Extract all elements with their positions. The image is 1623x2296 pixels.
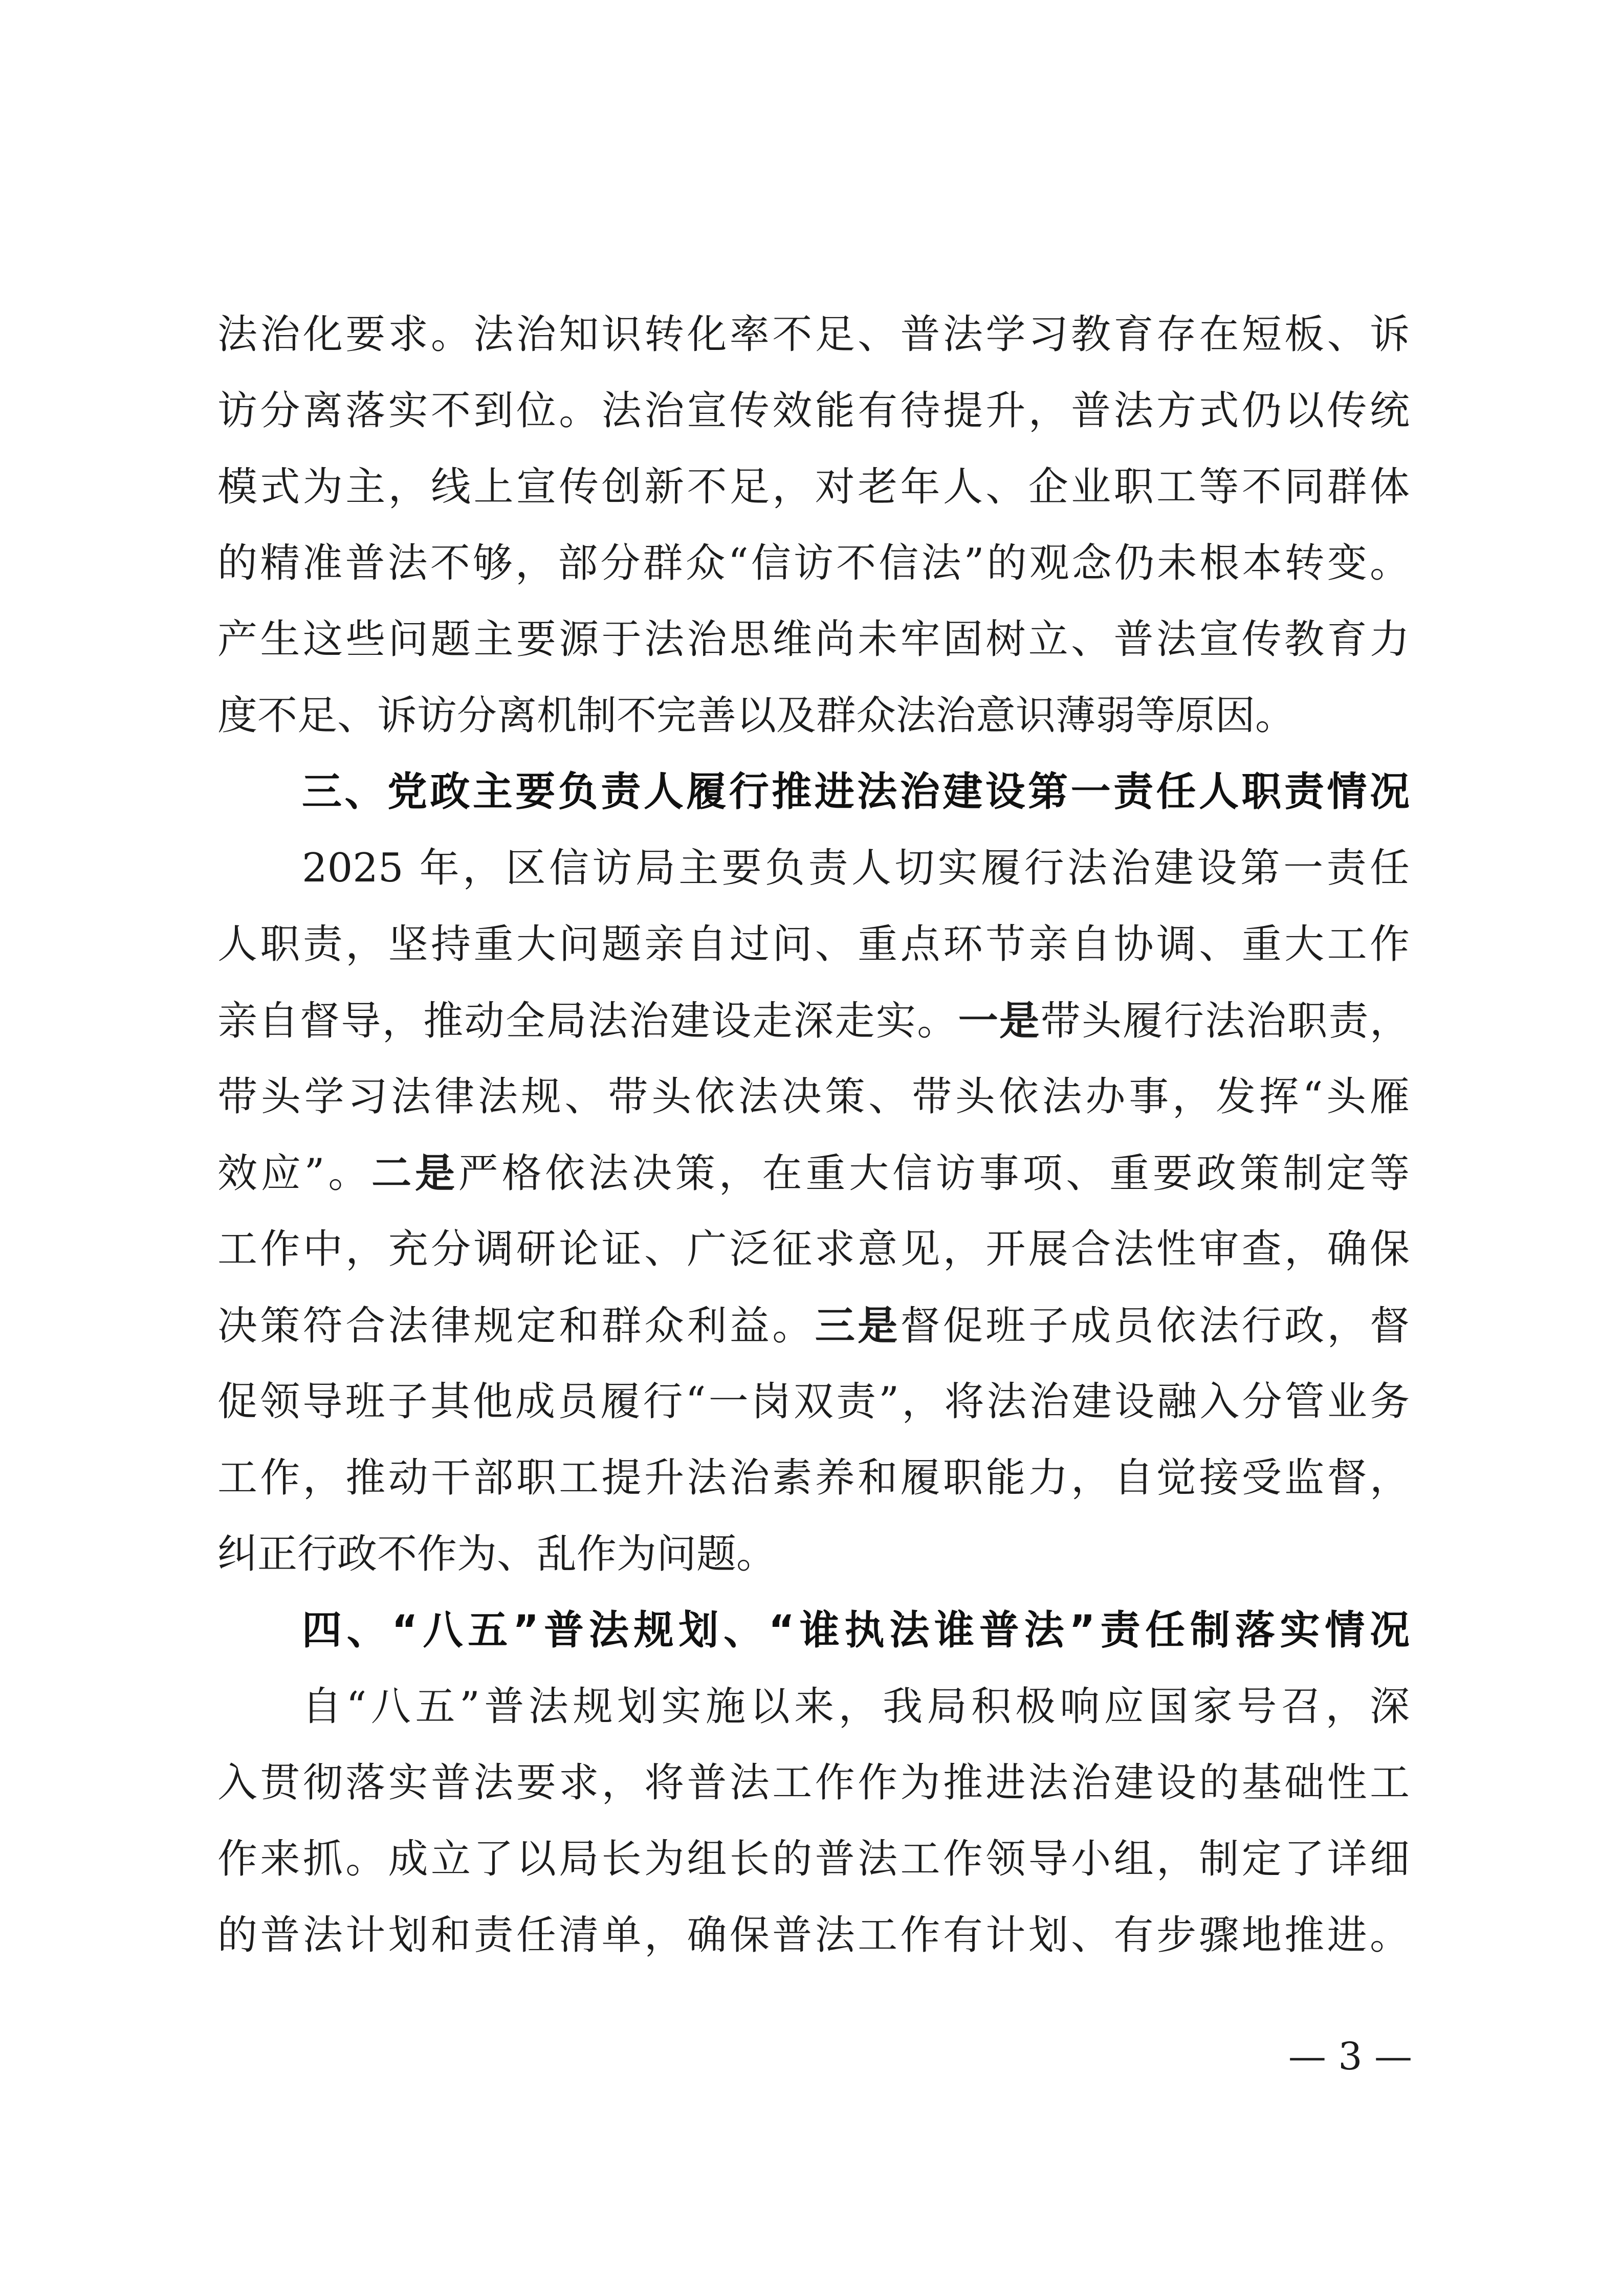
text-line: 带头学习法律法规、带头依法决策、带头依法办事，发挥“头雁 bbox=[217, 1074, 1410, 1120]
text-line: 的精准普法不够，部分群众“信访不信法”的观念仍未根本转变。 bbox=[217, 540, 1410, 586]
emphasis-label: 一是 bbox=[958, 998, 1041, 1044]
document-body bbox=[217, 297, 1410, 1974]
text-line: 度不足、诉访分离机制不完善以及群众法治意识薄弱等原因。 bbox=[217, 693, 1296, 739]
text-span: 带头履行法治职责， bbox=[1040, 998, 1410, 1044]
text-line: 产生这些问题主要源于法治思维尚未牢固树立、普法宣传教育力 bbox=[217, 616, 1410, 663]
text-line bbox=[217, 1135, 1410, 1211]
text-line: 2025 年，区信访局主要负责人切实履行法治建设第一责任 bbox=[302, 845, 1410, 891]
section-heading: 三、党政主要负责人履行推进法治建设第一责任人职责情况 bbox=[302, 769, 1410, 815]
text-line: 法治化要求。法治知识转化率不足、普法学习教育存在短板、诉 bbox=[217, 312, 1410, 358]
text-line: 访分离落实不到位。法治宣传效能有待提升，普法方式仍以传统 bbox=[217, 388, 1410, 434]
section-heading: 四、“八五”普法规划、“谁执法谁普法”责任制落实情况 bbox=[302, 1607, 1410, 1653]
text-span: 严格依法决策，在重大信访事项、重要政策制定等 bbox=[458, 1151, 1410, 1197]
text-line: 入贯彻落实普法要求，将普法工作作为推进法治建设的基础性工 bbox=[217, 1760, 1410, 1806]
section-3 bbox=[217, 754, 1410, 1593]
text-line: 自“八五”普法规划实施以来，我局积极响应国家号召，深 bbox=[302, 1684, 1410, 1730]
text-span: 效应”。 bbox=[217, 1151, 372, 1197]
text-span: 决策符合法律规定和群众利益。 bbox=[217, 1303, 815, 1349]
paragraph-continuation bbox=[217, 297, 1410, 754]
text-line: 模式为主，线上宣传创新不足，对老年人、企业职工等不同群体 bbox=[217, 464, 1410, 510]
text-line: 纠正行政不作为、乱作为问题。 bbox=[217, 1531, 777, 1577]
emphasis-label: 二是 bbox=[371, 1150, 458, 1197]
text-line: 工作，推动干部职工提升法治素养和履职能力，自觉接受监督， bbox=[217, 1455, 1410, 1501]
section-4 bbox=[217, 1593, 1410, 1974]
text-line: 作来抓。成立了以局长为组长的普法工作领导小组，制定了详细 bbox=[217, 1836, 1410, 1882]
text-line: 工作中，充分调研论证、广泛征求意见，开展合法性审查，确保 bbox=[217, 1226, 1410, 1272]
emphasis-label: 三是 bbox=[815, 1302, 901, 1349]
text-line bbox=[217, 1288, 1410, 1364]
text-span: 督促班子成员依法行政，督 bbox=[900, 1303, 1410, 1349]
text-line: 人职责，坚持重大问题亲自过问、重点环节亲自协调、重大工作 bbox=[217, 921, 1410, 967]
text-span: 亲自督导，推动全局法治建设走深走实。 bbox=[217, 998, 958, 1044]
text-line: 的普法计划和责任清单，确保普法工作有计划、有步骤地推进。 bbox=[217, 1912, 1410, 1958]
text-line: 促领导班子其他成员履行“一岗双责”，将法治建设融入分管业务 bbox=[217, 1379, 1410, 1425]
page-number: — 3 — bbox=[1288, 2035, 1412, 2079]
text-line bbox=[217, 983, 1410, 1059]
